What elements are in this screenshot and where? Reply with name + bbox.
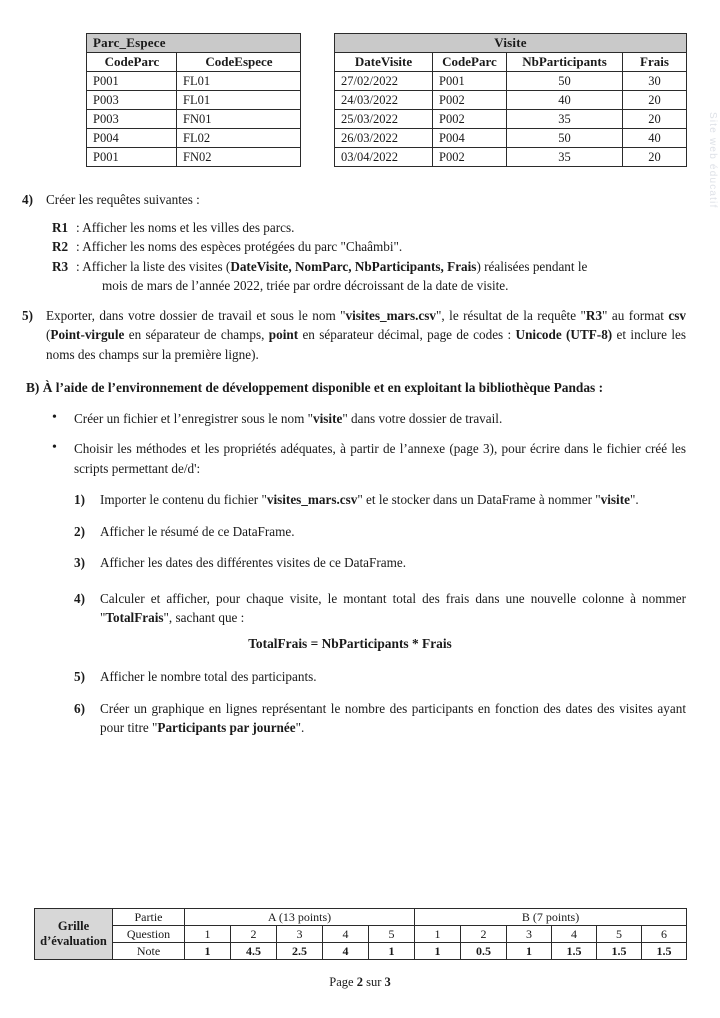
subquestion-1-t2: " et le stocker dans un DataFrame à nommer " xyxy=(357,492,601,507)
subquestion-5-text: Afficher le nombre total des participants. xyxy=(100,669,317,684)
bullet-1-filename: visite xyxy=(313,410,343,426)
cell-nbparticipants: 50 xyxy=(507,129,623,148)
subquestion-5 xyxy=(0,667,720,687)
grille-question-cell: 4 xyxy=(552,926,597,943)
column-header-nbparticipants: NbParticipants xyxy=(507,53,623,72)
requete-r3-part2: ) réalisées pendant le xyxy=(476,258,588,274)
subquestion-1-t3: ". xyxy=(629,492,639,507)
grille-question-cell: 3 xyxy=(507,926,552,943)
visite-table xyxy=(334,33,687,167)
cell-codeparc: P003 xyxy=(87,110,177,129)
question-5-field-sep: Point-virgule xyxy=(50,327,125,342)
question-5-t5: ( xyxy=(46,327,51,342)
cell-nbparticipants: 50 xyxy=(507,72,623,91)
grille-note-cell: 4 xyxy=(323,943,369,960)
table-header-row xyxy=(335,53,687,72)
question-5-filename: visites_mars.csv xyxy=(345,307,437,323)
cell-datevisite: 26/03/2022 xyxy=(335,129,433,148)
grille-label-cell xyxy=(35,909,113,960)
cell-datevisite: 27/02/2022 xyxy=(335,72,433,91)
bullet-choose-methods xyxy=(0,439,720,478)
table-row xyxy=(87,91,301,110)
formula-totalfrais: TotalFrais = NbParticipants * Frais xyxy=(248,635,452,651)
grille-note-cell: 0.5 xyxy=(461,943,507,960)
question-5-query-ref: R3 xyxy=(585,307,603,323)
grille-question-cell: 2 xyxy=(461,926,507,943)
question-5-t6: en séparateur de champs, xyxy=(124,327,269,342)
cell-nbparticipants: 35 xyxy=(507,148,623,167)
subquestion-5-marker: 5) xyxy=(74,669,85,684)
cell-frais: 40 xyxy=(623,129,687,148)
grille-row-note xyxy=(35,943,687,960)
question-5-marker: 5) xyxy=(22,307,33,323)
exercise-content xyxy=(0,190,720,738)
question-5-format: csv xyxy=(668,307,687,323)
subquestion-1-t1: Importer le contenu du fichier " xyxy=(100,492,267,507)
column-header-codeespece: CodeEspece xyxy=(177,53,301,72)
requete-r3-marker: R3 xyxy=(52,258,69,274)
grille-part-b: B (7 points) xyxy=(415,909,687,926)
table-row xyxy=(335,129,687,148)
cell-frais: 20 xyxy=(623,91,687,110)
grille-question-cell: 3 xyxy=(277,926,323,943)
requete-r1-text: Afficher les noms et les villes des parcs. xyxy=(82,219,295,235)
bullet-1-t1: Créer un fichier et l’enregistrer sous le nom " xyxy=(74,410,314,426)
cell-codeparc: P001 xyxy=(87,148,177,167)
subquestion-2-text: Afficher le résumé de ce DataFrame. xyxy=(100,523,295,539)
footer-prefix: Page xyxy=(329,975,357,989)
grille-rowhead-note: Note xyxy=(113,943,185,960)
cell-nbparticipants: 35 xyxy=(507,110,623,129)
subquestion-1-marker: 1) xyxy=(74,492,85,507)
visite-title: Visite xyxy=(335,34,687,53)
grille-row-question xyxy=(35,926,687,943)
subquestion-2-marker: 2) xyxy=(74,523,85,539)
question-4-text: Créer les requêtes suivantes : xyxy=(46,192,200,207)
cell-datevisite: 24/03/2022 xyxy=(335,91,433,110)
requete-r2-text: Afficher les noms des espèces protégées du parc "Chaâmbi". xyxy=(82,239,403,254)
grille-rowhead-question: Question xyxy=(113,926,185,943)
question-5-encoding: Unicode (UTF-8) xyxy=(515,327,613,342)
grille-question-cell: 2 xyxy=(231,926,277,943)
grille-note-cell: 1.5 xyxy=(552,943,597,960)
grille-question-cell: 1 xyxy=(185,926,231,943)
grille-note-cell: 1.5 xyxy=(597,943,642,960)
cell-codeespece: FL01 xyxy=(177,72,301,91)
grille-label-line1: Grille xyxy=(57,919,90,933)
cell-codeespece: FN02 xyxy=(177,148,301,167)
grille-note-cell: 1 xyxy=(185,943,231,960)
subquestion-6-t2: ". xyxy=(295,720,305,735)
grille-rowhead-partie: Partie xyxy=(113,909,185,926)
grille-note-cell: 2.5 xyxy=(277,943,323,960)
table-row xyxy=(335,148,687,167)
cell-codeespece: FL01 xyxy=(177,91,301,110)
bullet-2-text: Choisir les méthodes et les propriétés adéquates, à partir de l’annexe (page 3), pour écrire dans le fichier créé les scripts permettant de/d': xyxy=(74,441,686,476)
table-header-row xyxy=(87,53,301,72)
grille-note-cell: 1 xyxy=(507,943,552,960)
subquestion-1-dataframe: visite xyxy=(600,492,630,507)
table-title-row xyxy=(335,34,687,53)
column-header-codeparc: CodeParc xyxy=(87,53,177,72)
table-row xyxy=(335,72,687,91)
grille-row-partie xyxy=(35,909,687,926)
requete-r1 xyxy=(0,218,720,238)
requete-r1-marker: R1 xyxy=(52,219,69,235)
subquestion-1-filename: visites_mars.csv xyxy=(266,492,358,507)
subquestion-4-t1: Calculer et afficher, pour chaque visite, le montant total des frais dans une nouvelle colonne à nommer " xyxy=(100,590,686,625)
bullet-dot-icon: • xyxy=(52,409,57,425)
bullet-create-file xyxy=(0,409,720,429)
grille-question-cell: 1 xyxy=(415,926,461,943)
grading-grid-region xyxy=(34,908,686,960)
table-row xyxy=(335,91,687,110)
subquestion-4-t2: ", sachant que : xyxy=(163,610,245,625)
bullet-dot-icon: • xyxy=(52,440,57,455)
question-5-t2: ", le résultat de la requête " xyxy=(436,307,586,323)
column-header-datevisite: DateVisite xyxy=(335,53,433,72)
grading-grid-table xyxy=(34,908,687,960)
grille-question-cell: 4 xyxy=(323,926,369,943)
requete-r1-sep: : xyxy=(76,219,83,235)
grille-question-cell: 5 xyxy=(369,926,415,943)
footer-total-pages: 3 xyxy=(384,975,391,989)
footer-middle: sur xyxy=(362,975,385,989)
subquestion-6 xyxy=(0,699,720,738)
table-row xyxy=(87,148,301,167)
page-watermark: Site web éducatif xyxy=(707,112,718,209)
table-row xyxy=(335,110,687,129)
cell-frais: 20 xyxy=(623,148,687,167)
database-tables-region xyxy=(0,33,720,168)
question-4 xyxy=(0,190,720,210)
cell-codeparc: P004 xyxy=(87,129,177,148)
question-5 xyxy=(0,306,720,365)
question-5-t4: au format xyxy=(611,307,669,323)
grille-note-cell: 1.5 xyxy=(642,943,687,960)
requete-r3-part1: Afficher la liste des visites ( xyxy=(82,258,231,274)
requete-r2-marker: R2 xyxy=(52,239,69,254)
question-5-t7: en séparateur décimal, page de codes : xyxy=(298,327,512,342)
subquestion-6-t1: Créer un graphique en lignes représentant le nombre des participants en fonction des dates des visites ayant pour titre " xyxy=(100,700,686,735)
requete-r3-line2: mois de mars de l’année 2022, triée par ordre décroissant de la date de visite. xyxy=(102,278,509,293)
cell-codeparc: P001 xyxy=(433,72,507,91)
question-5-decimal-sep: point xyxy=(268,327,299,342)
question-4-marker: 4) xyxy=(22,192,33,207)
cell-datevisite: 03/04/2022 xyxy=(335,148,433,167)
table-row xyxy=(87,72,301,91)
question-5-t3: " xyxy=(602,307,608,323)
subquestion-6-marker: 6) xyxy=(74,700,85,716)
subquestion-4-column: TotalFrais xyxy=(105,610,164,625)
grille-note-cell: 1 xyxy=(369,943,415,960)
grille-note-cell: 1 xyxy=(415,943,461,960)
question-5-t8: et inclure les noms des champs sur la première ligne). xyxy=(46,327,687,362)
cell-frais: 30 xyxy=(623,72,687,91)
column-header-frais: Frais xyxy=(623,53,687,72)
grille-question-cell: 6 xyxy=(642,926,687,943)
cell-frais: 20 xyxy=(623,110,687,129)
question-5-t1: Exporter, dans votre dossier de travail et sous le nom " xyxy=(46,307,346,323)
subquestion-4 xyxy=(0,589,720,628)
grille-part-a: A (13 points) xyxy=(185,909,415,926)
grille-question-cell: 5 xyxy=(597,926,642,943)
subquestion-1 xyxy=(0,490,720,510)
grille-label-line2: d’évaluation xyxy=(40,934,107,948)
cell-codeparc: P002 xyxy=(433,110,507,129)
bullet-1-t2: " dans votre dossier de travail. xyxy=(342,410,503,426)
requete-r2-sep: : xyxy=(76,239,83,254)
table-row xyxy=(87,110,301,129)
cell-codeespece: FL02 xyxy=(177,129,301,148)
table-title-row xyxy=(87,34,301,53)
subquestion-6-chart-title: Participants par journée xyxy=(157,720,296,735)
cell-codeparc: P002 xyxy=(433,148,507,167)
grille-note-cell: 4.5 xyxy=(231,943,277,960)
cell-datevisite: 25/03/2022 xyxy=(335,110,433,129)
cell-codeparc: P002 xyxy=(433,91,507,110)
subquestion-2 xyxy=(0,522,720,542)
subquestion-4-marker: 4) xyxy=(74,590,85,606)
cell-codeespece: FN01 xyxy=(177,110,301,129)
requete-r3-sep: : xyxy=(76,258,83,274)
section-b-heading: B) À l’aide de l’environnement de développement disponible et en exploitant la bibliothèque Pandas : xyxy=(26,380,604,395)
page-footer xyxy=(0,975,720,990)
requete-r3 xyxy=(0,257,720,296)
cell-codeparc: P004 xyxy=(433,129,507,148)
parc-espece-table xyxy=(86,33,301,167)
parc-espece-title: Parc_Espece xyxy=(87,34,301,53)
subquestion-3 xyxy=(0,553,720,573)
requete-r2 xyxy=(0,237,720,257)
column-header-codeparc: CodeParc xyxy=(433,53,507,72)
table-row xyxy=(87,129,301,148)
subquestion-3-marker: 3) xyxy=(74,555,85,570)
cell-nbparticipants: 40 xyxy=(507,91,623,110)
cell-codeparc: P001 xyxy=(87,72,177,91)
requete-r3-fields: DateVisite, NomParc, NbParticipants, Frais xyxy=(230,258,477,274)
footer-current-page: 2 xyxy=(356,975,363,989)
cell-codeparc: P003 xyxy=(87,91,177,110)
subquestion-3-text: Afficher les dates des différentes visites de ce DataFrame. xyxy=(100,555,407,570)
